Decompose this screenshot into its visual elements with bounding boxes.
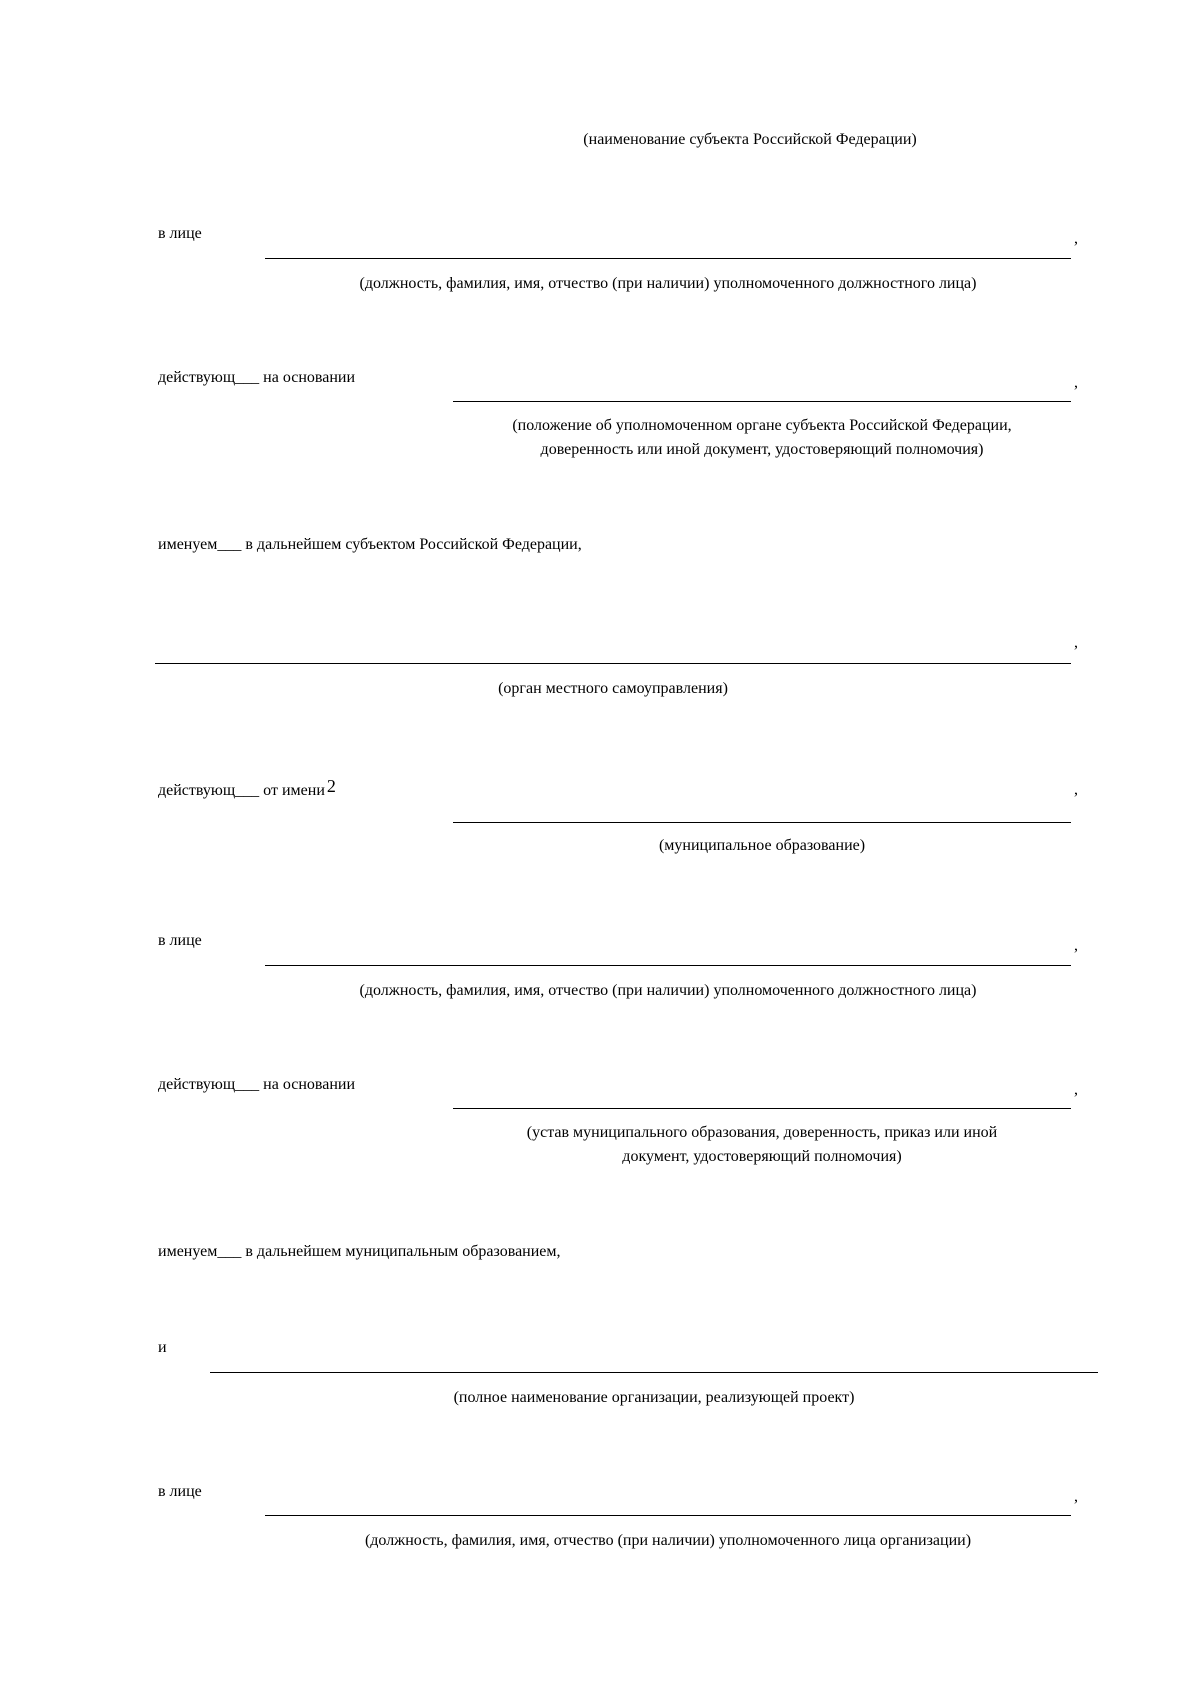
organization-fill-line[interactable] (210, 1372, 1098, 1373)
basis-caption-line1: (устав муниципального образования, доверенность, приказ или иной (526, 1124, 998, 1141)
organization-caption: (полное наименование организации, реализующей проект) (453, 1389, 855, 1406)
comma: , (1074, 634, 1078, 651)
person-caption: (должность, фамилия, имя, отчество (при наличии) уполномоченного лица организации) (364, 1532, 972, 1549)
and-label: и (158, 1339, 167, 1356)
municipality-fill-line[interactable] (453, 822, 1071, 823)
basis-caption-line2: доверенность или иной документ, удостоверяющий полномочия) (540, 441, 984, 458)
acting-on-behalf-label (158, 776, 336, 801)
official-fill-line[interactable] (265, 258, 1071, 259)
basis-fill-line[interactable] (453, 1108, 1071, 1109)
official-fill-line[interactable] (265, 965, 1071, 966)
comma: , (1074, 937, 1078, 954)
official-caption: (должность, фамилия, имя, отчество (при наличии) уполномоченного должностного лица) (359, 982, 977, 999)
hereinafter-municipality-text: именуем___ в дальнейшем муниципальным образованием, (158, 1243, 561, 1260)
comma: , (1074, 781, 1078, 798)
footnote-mark[interactable]: 2 (326, 776, 336, 796)
comma: , (1074, 1081, 1078, 1098)
comma: , (1074, 1488, 1078, 1505)
acting-on-behalf-text: действующ___ от имени (158, 782, 325, 799)
person-fill-line[interactable] (265, 1515, 1071, 1516)
basis-caption-line2: документ, удостоверяющий полномочия) (622, 1148, 902, 1165)
subject-name-caption: (наименование субъекта Российской Федерации) (583, 131, 917, 148)
in-person-label: в лице (158, 1483, 202, 1500)
hereinafter-subject-text: именуем___ в дальнейшем субъектом Российской Федерации, (158, 536, 582, 553)
in-person-label: в лице (158, 932, 202, 949)
basis-fill-line[interactable] (453, 401, 1071, 402)
basis-caption-line1: (положение об уполномоченном органе субъекта Российской Федерации, (512, 417, 1012, 434)
local-government-caption: (орган местного самоуправления) (498, 680, 728, 697)
acting-basis-label: действующ___ на основании (158, 369, 356, 386)
local-government-fill-line[interactable] (155, 663, 1071, 664)
municipality-caption: (муниципальное образование) (658, 837, 866, 854)
in-person-label: в лице (158, 225, 202, 242)
official-caption: (должность, фамилия, имя, отчество (при наличии) уполномоченного должностного лица) (359, 275, 977, 292)
comma: , (1074, 230, 1078, 247)
acting-basis-label: действующ___ на основании (158, 1076, 356, 1093)
comma: , (1074, 374, 1078, 391)
